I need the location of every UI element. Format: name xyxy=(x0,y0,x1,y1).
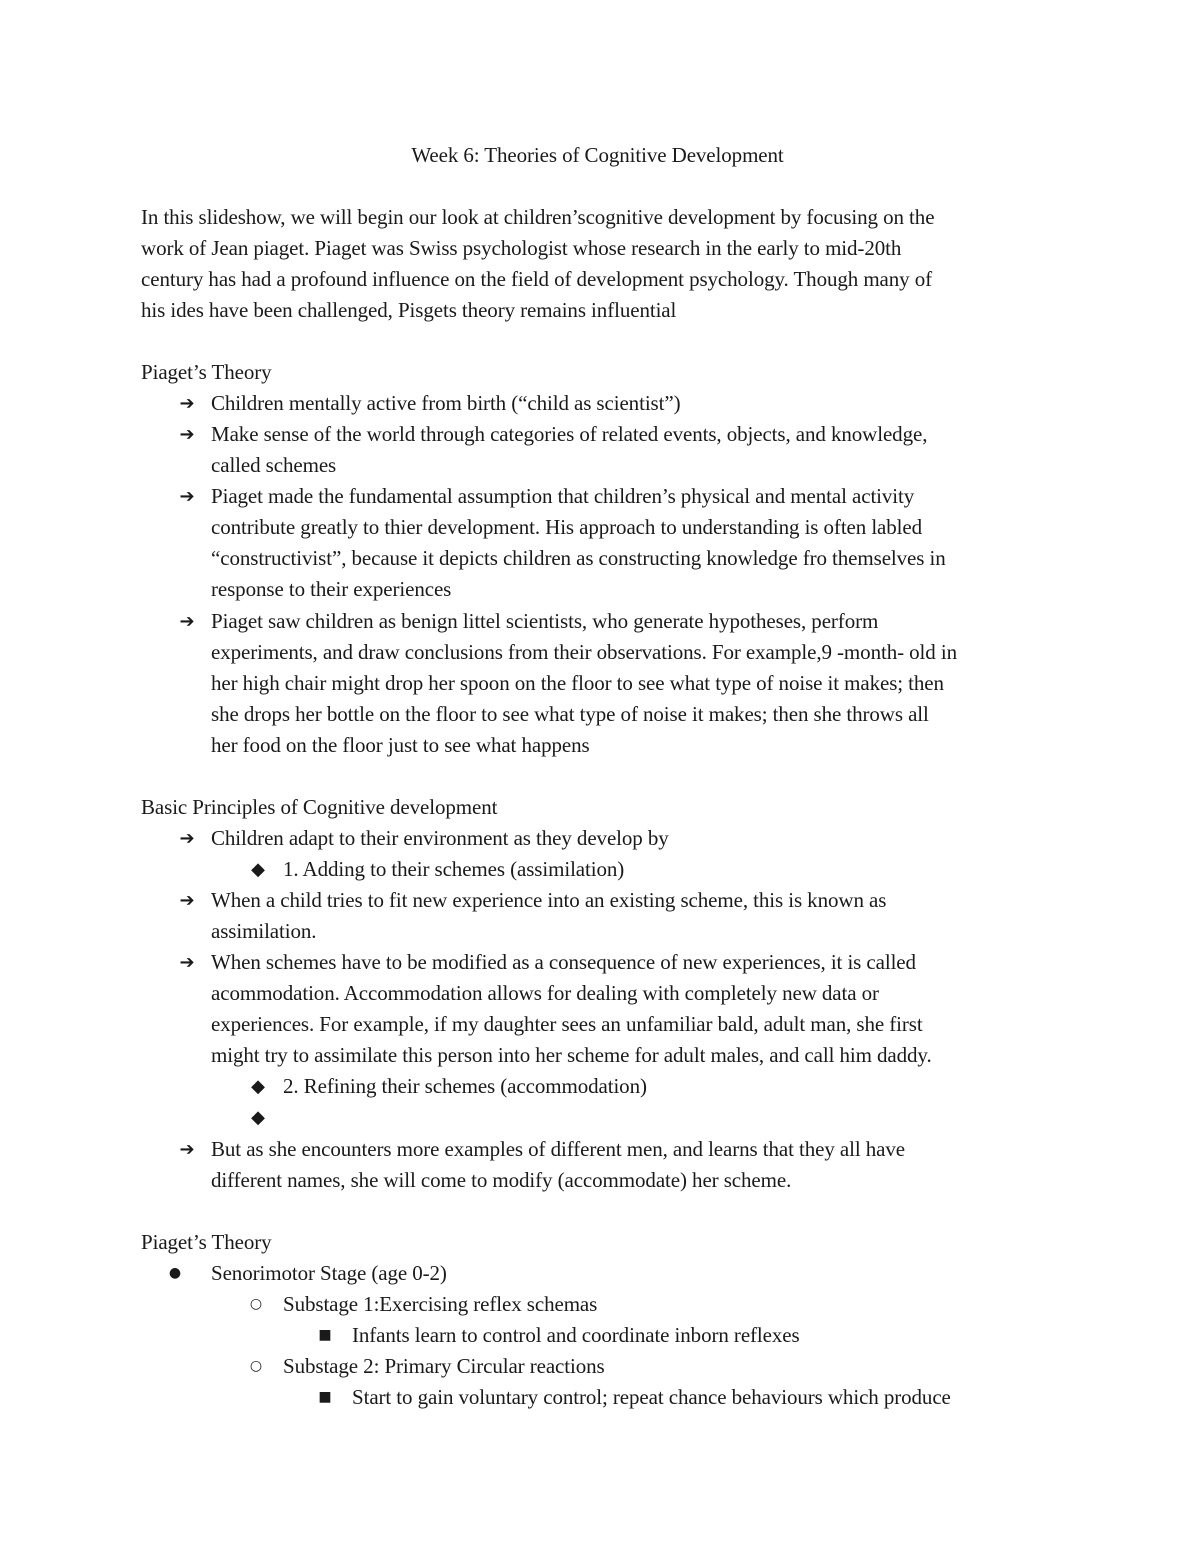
list-item: When a child tries to fit new experience into an existing scheme, this is known as xyxy=(211,888,887,912)
sub-sub-list-item: Infants learn to control and coordinate inborn reflexes xyxy=(352,1323,800,1347)
list-item: Senorimotor Stage (age 0-2) xyxy=(211,1261,447,1285)
circle-bullet-icon: ○ xyxy=(249,1358,263,1374)
section-heading: Piaget’s Theory xyxy=(141,360,272,384)
arrow-bullet-icon: ➔ xyxy=(179,486,195,507)
sub-list-item: Substage 1:Exercising reflex schemas xyxy=(283,1292,598,1316)
list-item-continued: experiments, and draw conclusions from their observations. For example,9 -month- old in xyxy=(211,640,957,664)
list-item-continued: assimilation. xyxy=(211,919,317,943)
list-item-continued: her food on the floor just to see what happens xyxy=(211,733,590,757)
circle-bullet-icon: ○ xyxy=(249,1296,263,1312)
arrow-bullet-icon: ➔ xyxy=(179,828,195,849)
list-item-continued: acommodation. Accommodation allows for dealing with completely new data or xyxy=(211,981,879,1005)
list-item-continued: called schemes xyxy=(211,453,337,477)
section-heading: Piaget’s Theory xyxy=(141,1230,272,1254)
arrow-bullet-icon: ➔ xyxy=(179,611,195,632)
intro-line: In this slideshow, we will begin our look at children’scognitive development by focusing on the xyxy=(141,205,935,229)
list-item-continued: contribute greatly to thier development. His approach to understanding is often labled xyxy=(211,515,923,539)
intro-line: century has had a profound influence on the field of development psychology. Though many of xyxy=(141,267,933,291)
sub-list-item: Substage 2: Primary Circular reactions xyxy=(283,1354,605,1378)
list-item: Piaget saw children as benign littel scientists, who generate hypotheses, perform xyxy=(211,609,879,633)
list-item-continued: might try to assimilate this person into her scheme for adult males, and call him daddy. xyxy=(211,1043,932,1067)
list-item-continued: she drops her bottle on the floor to see what type of noise it makes; then she throws all xyxy=(211,702,929,726)
list-item-continued: “constructivist”, because it depicts children as constructing knowledge fro themselves in xyxy=(211,546,946,570)
square-bullet-icon: ■ xyxy=(318,1389,332,1405)
list-item: But as she encounters more examples of different men, and learns that they all have xyxy=(211,1137,905,1161)
intro-line: his ides have been challenged, Pisgets theory remains influential xyxy=(141,298,677,322)
diamond-bullet-icon: ◆ xyxy=(251,1107,265,1128)
dot-bullet-icon: ● xyxy=(168,1265,182,1281)
diamond-bullet-icon: ◆ xyxy=(251,859,265,880)
sub-list-item: 2. Refining their schemes (accommodation) xyxy=(283,1074,647,1098)
list-item-continued: response to their experiences xyxy=(211,577,452,601)
arrow-bullet-icon: ➔ xyxy=(179,1139,195,1160)
list-item: Piaget made the fundamental assumption that children’s physical and mental activity xyxy=(211,484,915,508)
arrow-bullet-icon: ➔ xyxy=(179,393,195,414)
list-item-continued: different names, she will come to modify (accommodate) her scheme. xyxy=(211,1168,792,1192)
list-item: Children mentally active from birth (“child as scientist”) xyxy=(211,391,681,415)
list-item-continued: experiences. For example, if my daughter sees an unfamiliar bald, adult man, she first xyxy=(211,1012,923,1036)
list-item: When schemes have to be modified as a consequence of new experiences, it is called xyxy=(211,950,916,974)
section-heading: Basic Principles of Cognitive development xyxy=(141,795,498,819)
list-item: Children adapt to their environment as they develop by xyxy=(211,826,669,850)
intro-line: work of Jean piaget. Piaget was Swiss psychologist whose research in the early to mid-20th xyxy=(141,236,902,260)
arrow-bullet-icon: ➔ xyxy=(179,890,195,911)
diamond-bullet-icon: ◆ xyxy=(251,1076,265,1097)
list-item: Make sense of the world through categories of related events, objects, and knowledge, xyxy=(211,422,928,446)
list-item-continued: her high chair might drop her spoon on the floor to see what type of noise it makes; then xyxy=(211,671,944,695)
arrow-bullet-icon: ➔ xyxy=(179,424,195,445)
sub-list-item: 1. Adding to their schemes (assimilation) xyxy=(283,857,625,881)
sub-sub-list-item: Start to gain voluntary control; repeat chance behaviours which produce xyxy=(352,1385,951,1409)
arrow-bullet-icon: ➔ xyxy=(179,952,195,973)
document-title: Week 6: Theories of Cognitive Development xyxy=(411,143,784,167)
square-bullet-icon: ■ xyxy=(318,1327,332,1343)
